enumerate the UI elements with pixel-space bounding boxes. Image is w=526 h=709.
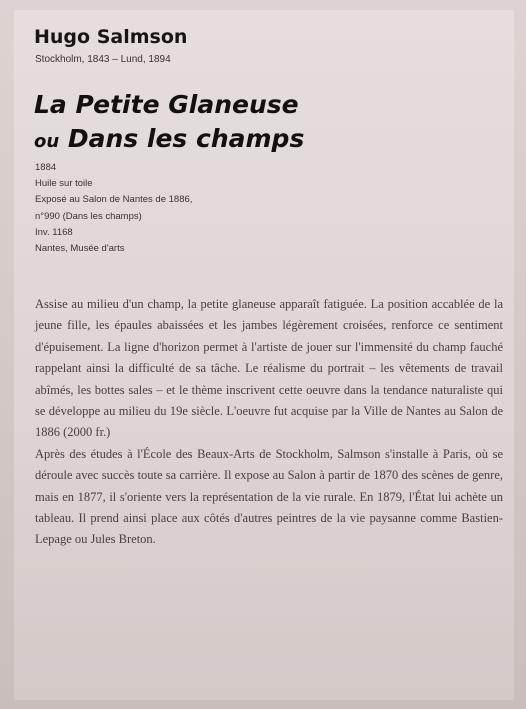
work-title-line1: La Petite Glaneuse xyxy=(34,90,299,119)
work-title-line2 xyxy=(34,124,504,153)
title-connector: ou xyxy=(34,131,60,152)
detail-exhibition: Exposé au Salon de Nantes de 1886, xyxy=(35,194,193,206)
detail-date: 1884 xyxy=(35,162,57,173)
artwork-details xyxy=(35,160,475,257)
work-title-alternate: Dans les champs xyxy=(67,124,305,153)
description-paragraph-artist: Après des études à l'École des Beaux-Arts de Stockholm, Salmson s'installe à Paris, où se déroule avec succès toute sa carrière. Il expose au Salon à partir de 1870 des scènes de genre, mais en 1877, il s'oriente vers la représentation de la vie rurale. En 1879, l'État lui achète un tableau. Il prend ainsi place aux côtés d'autres peintres de la vie paysanne comme Bastien-Lepage ou Jules Breton. xyxy=(35,446,503,547)
detail-medium: Huile sur toile xyxy=(35,178,93,190)
artist-name: Hugo Salmson xyxy=(34,26,188,48)
description-paragraph-artwork: Assise au milieu d'un champ, la petite glaneuse apparaît fatiguée. La position accablée de la jeune fille, les épaules abaissées et les jambes légèrement croisées, renforce ce sentiment d'épuisement. La ligne d'horizon permet à l'artiste de jouer sur l'immensité du champ fauché rappelant ainsi la difficulté de sa tâche. Le réalisme du portrait – les vêtements de travail abîmés, les bottes sales – et le thème inscrivent cette oeuvre dans la tendance naturaliste qui se développe au milieu du 19e siècle. L'oeuvre fut acquise par la Ville de Nantes au Salon de 1886 (2000 fr.) xyxy=(35,297,503,440)
artist-dates: Stockholm, 1843 – Lund, 1894 xyxy=(35,54,171,65)
detail-inventory: Inv. 1168 xyxy=(35,226,73,238)
detail-collection: Nantes, Musée d'arts xyxy=(35,243,125,255)
label-description xyxy=(35,294,503,551)
detail-catalog-number: n°990 (Dans les champs) xyxy=(35,210,142,222)
